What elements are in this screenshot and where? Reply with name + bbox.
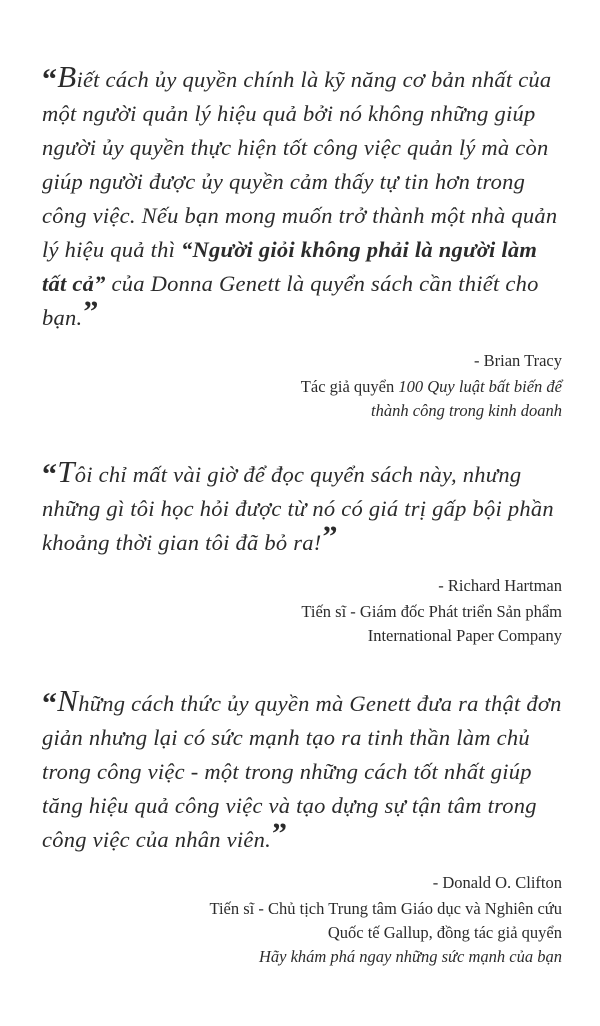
testimonial-richard-hartman bbox=[42, 455, 562, 648]
author-role: Tiến sĩ - Chủ tịch Trung tâm Giáo dục và Nghiên cứu bbox=[209, 899, 562, 918]
testimonial-brian-tracy bbox=[42, 60, 562, 423]
quote-text bbox=[42, 60, 562, 335]
open-quote-mark: “ bbox=[42, 687, 58, 720]
book-title: Hãy khám phá ngay những sức mạnh của bạn bbox=[258, 947, 562, 966]
book-title-bold: “Người giỏi không phải là người làm tất cả” bbox=[42, 237, 538, 296]
close-quote-mark: ” bbox=[272, 817, 288, 850]
open-quote-mark: “ bbox=[42, 458, 58, 491]
quote-body: ôi chỉ mất vài giờ để đọc quyển sách này, nhưng những gì tôi học hỏi được từ nó có giá trị gấp bội phần khoảng thời gian tôi đã bỏ ra! bbox=[42, 462, 554, 555]
open-quote-mark: “ bbox=[42, 63, 58, 96]
author-role: Tiến sĩ - Giám đốc Phát triển Sản phẩm bbox=[301, 602, 562, 621]
author-organization: International Paper Company bbox=[367, 626, 562, 645]
book-title: 100 Quy luật bất biến để bbox=[398, 377, 562, 396]
testimonial-donald-clifton bbox=[42, 684, 562, 969]
quote-body: iết cách ủy quyền chính là kỹ năng cơ bản nhất của một người quản lý hiệu quả bởi nó không những giúp người ủy quyền thực hiện tốt công việc quản lý mà còn giúp người được ủy quyền cảm thấy tự tin hơn trong công việc. Nếu bạn mong muốn trở thành một nhà quản lý hiệu quả thì bbox=[42, 67, 558, 262]
book-title-line-2: thành công trong kinh doanh bbox=[371, 401, 562, 420]
author-role bbox=[42, 375, 562, 399]
author-role-line-2: Quốc tế Gallup, đồng tác giả quyển bbox=[327, 923, 562, 942]
quote-body: hững cách thức ủy quyền mà Genett đưa ra thật đơn giản nhưng lại có sức mạnh tạo ra tinh thần làm chủ trong công việc - một trong những cách tốt nhất giúp tăng hiệu quả công việc và tạo dựng sự tận tâm trong công việc của nhân viên. bbox=[42, 691, 562, 852]
attribution bbox=[42, 349, 562, 423]
close-quote-mark: ” bbox=[83, 295, 99, 328]
close-quote-mark: ” bbox=[322, 520, 338, 553]
drop-initial: T bbox=[57, 454, 75, 489]
attribution bbox=[42, 871, 562, 969]
role-prefix: Tác giả quyển bbox=[300, 377, 399, 396]
quote-text bbox=[42, 455, 562, 560]
drop-initial: N bbox=[57, 683, 79, 718]
drop-initial: B bbox=[57, 59, 77, 94]
quote-text bbox=[42, 684, 562, 857]
author-name: - Brian Tracy bbox=[474, 351, 562, 370]
author-name: - Richard Hartman bbox=[438, 576, 562, 595]
attribution bbox=[42, 574, 562, 648]
author-name: - Donald O. Clifton bbox=[432, 873, 562, 892]
quote-body-end: của Donna Genett là quyển sách cần thiết cho bạn. bbox=[42, 271, 539, 330]
